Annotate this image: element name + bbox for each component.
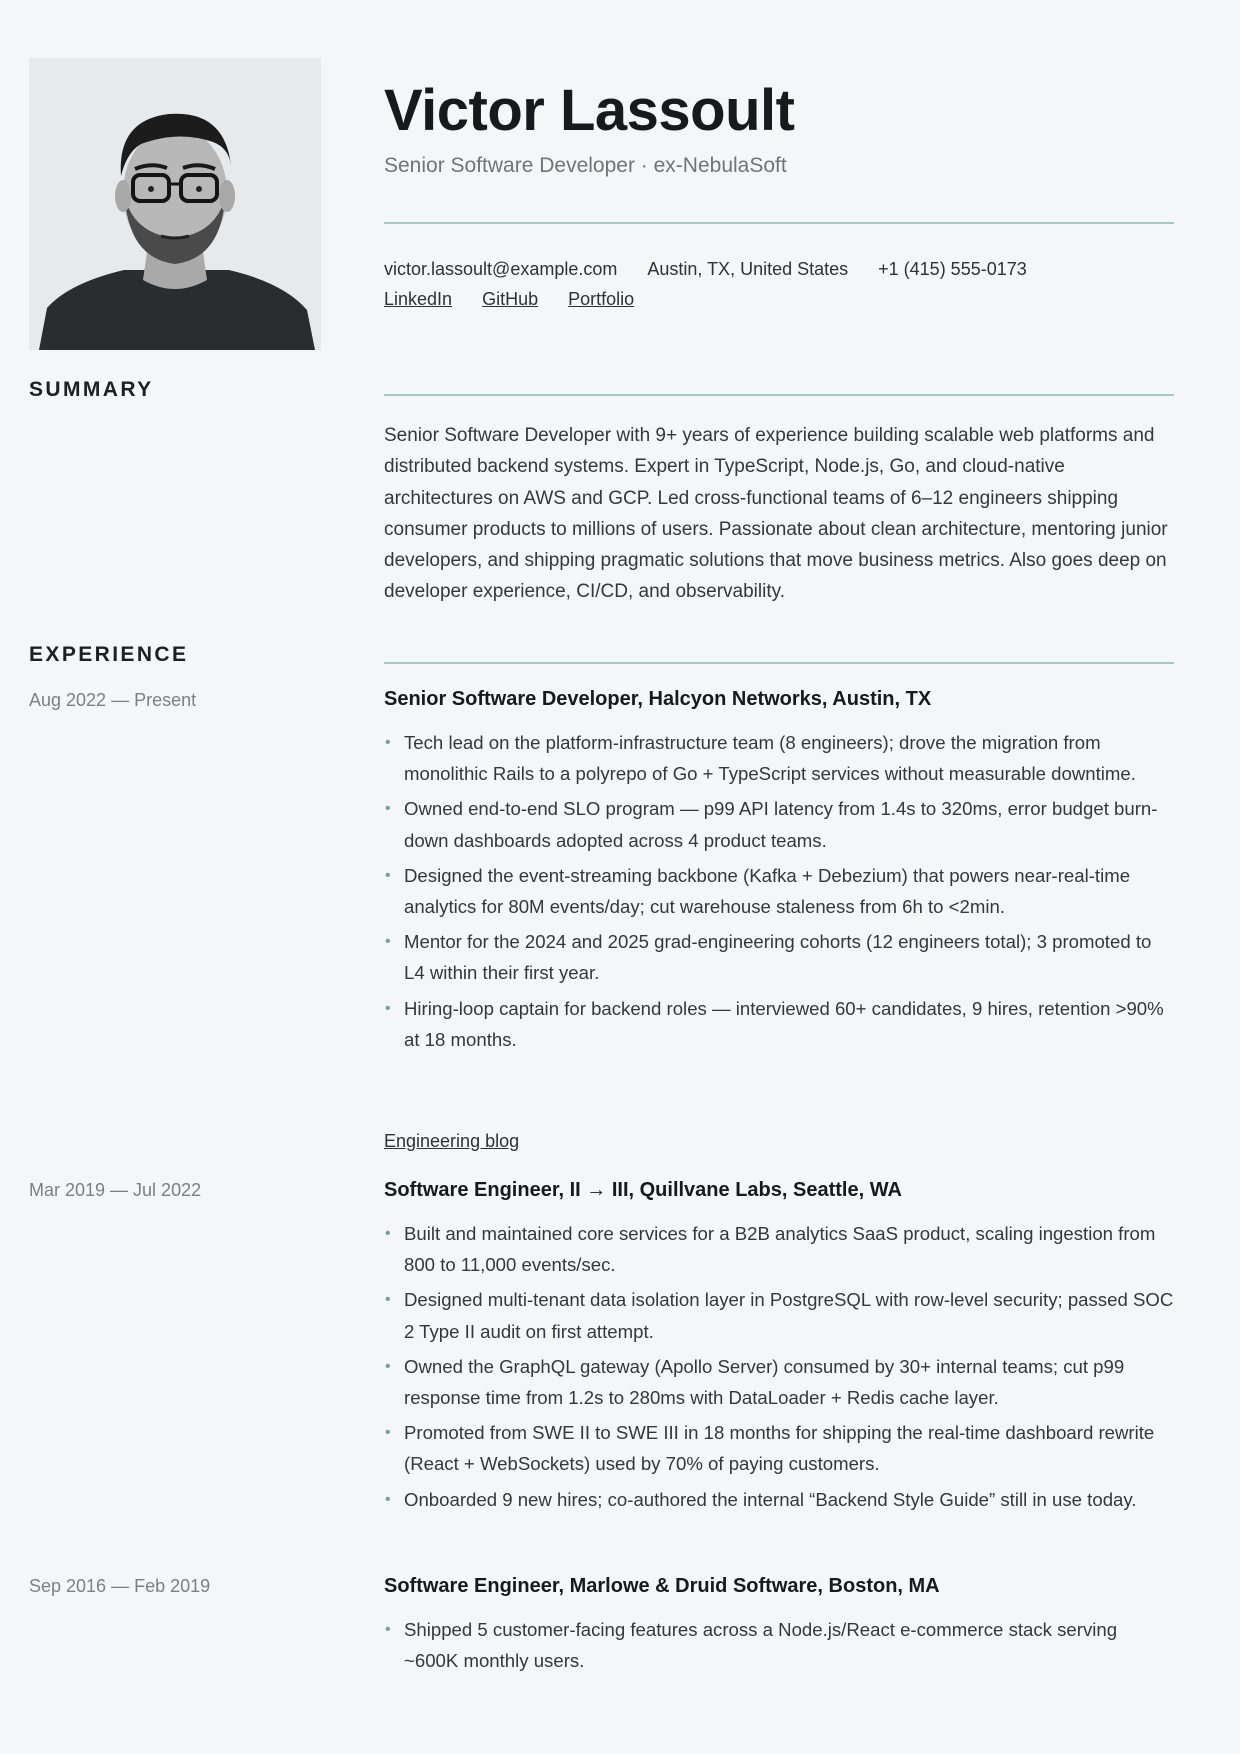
candidate-tagline: Senior Software Developer · ex-NebulaSoft <box>384 154 787 177</box>
github-link[interactable]: GitHub <box>482 289 539 309</box>
list-item: • Mentor for the 2024 and 2025 grad-engineering cohorts (12 engineers total); 3 promoted to L4 within their first year. <box>384 926 1174 988</box>
list-item: • Promoted from SWE II to SWE III in 18 months for shipping the real-time dashboard rewrite (React + WebSockets) used by 70% of paying customers. <box>384 1417 1174 1479</box>
list-item: • Built and maintained core services for a B2B analytics SaaS product, scaling ingestion from 800 to 11,000 events/sec. <box>384 1218 1174 1280</box>
job-bullets <box>384 727 1174 1059</box>
contact-location: Austin, TX, United States <box>647 259 849 279</box>
job-bullets <box>384 1218 1174 1519</box>
list-item: • Tech lead on the platform-infrastructure team (8 engineers); drove the migration from monolithic Rails to a polyrepo of Go + TypeScript services without measurable downtime. <box>384 727 1174 789</box>
job-title: Senior Software Developer, Halcyon Networks, Austin, TX <box>384 688 932 710</box>
bullet-dot-icon: • <box>385 999 391 1017</box>
candidate-name: Victor Lassoult <box>384 78 795 143</box>
divider <box>384 222 1174 224</box>
bullet-dot-icon: • <box>385 1490 391 1508</box>
bullet-dot-icon: • <box>385 866 391 884</box>
job-title: Software Engineer, Marlowe & Druid Software, Boston, MA <box>384 1575 940 1597</box>
job-dates: Aug 2022 — Present <box>29 690 197 710</box>
job-title: Software Engineer, II → III, Quillvane Labs, Seattle, WA <box>384 1179 902 1201</box>
list-item: • Shipped 5 customer-facing features across a Node.js/React e-commerce stack serving ~600K monthly users. <box>384 1614 1174 1676</box>
list-item: • Owned end-to-end SLO program — p99 API latency from 1.4s to 320ms, error budget burn-down dashboards adopted across 4 product teams. <box>384 793 1174 855</box>
list-item: • Designed multi-tenant data isolation layer in PostgreSQL with row-level security; passed SOC 2 Type II audit on first attempt. <box>384 1284 1174 1346</box>
section-label-summary: SUMMARY <box>29 378 154 401</box>
bullet-dot-icon: • <box>385 1424 391 1442</box>
bullet-dot-icon: • <box>385 1621 391 1638</box>
bullet-dot-icon: • <box>385 1225 391 1242</box>
contact-email[interactable]: victor.lassoult@example.com <box>384 259 618 279</box>
bullet-dot-icon: • <box>385 1291 391 1309</box>
job-dates: Mar 2019 — Jul 2022 <box>29 1180 202 1200</box>
portrait-image <box>29 58 321 350</box>
profile-photo <box>29 58 321 350</box>
divider <box>384 394 1174 396</box>
list-item: • Owned the GraphQL gateway (Apollo Server) consumed by 30+ internal teams; cut p99 response time from 1.2s to 280ms with DataLoader + Redis cache layer. <box>384 1351 1174 1413</box>
section-label-experience: EXPERIENCE <box>29 643 189 666</box>
resume-header <box>384 76 1174 180</box>
bullet-dot-icon: • <box>385 734 391 751</box>
contact-block <box>384 254 1174 314</box>
linkedin-link[interactable]: LinkedIn <box>384 289 453 309</box>
job-dates: Sep 2016 — Feb 2019 <box>29 1576 211 1596</box>
summary-text: Senior Software Developer with 9+ years of experience building scalable web platforms and distributed backend systems. Expert in TypeScript, Node.js, Go, and cloud-native architectures on AWS and GCP. Led cross-functional teams of 6–12 engineers shipping consumer products to millions of users. Passionate about clean architecture, mentoring junior developers, and shipping pragmatic solutions that move business metrics. Also goes deep on developer experience, CI/CD, and observability. <box>384 425 1168 603</box>
bullet-dot-icon: • <box>385 933 391 951</box>
bullet-dot-icon: • <box>385 1357 391 1375</box>
divider <box>384 662 1174 664</box>
list-item: • Onboarded 9 new hires; co-authored the internal “Backend Style Guide” still in use today. <box>384 1484 1174 1515</box>
engineering-blog-link[interactable]: Engineering blog <box>384 1131 520 1151</box>
portfolio-link[interactable]: Portfolio <box>568 289 635 309</box>
list-item: • Designed the event-streaming backbone (Kafka + Debezium) that powers near-real-time analytics for 80M events/day; cut warehouse staleness from 6h to <2min. <box>384 860 1174 922</box>
bullet-dot-icon: • <box>385 800 391 818</box>
job-bullets <box>384 1614 1174 1680</box>
contact-phone[interactable]: +1 (415) 555-0173 <box>878 259 1027 279</box>
list-item: • Hiring-loop captain for backend roles — interviewed 60+ candidates, 9 hires, retention >90% at 18 months. <box>384 993 1174 1055</box>
